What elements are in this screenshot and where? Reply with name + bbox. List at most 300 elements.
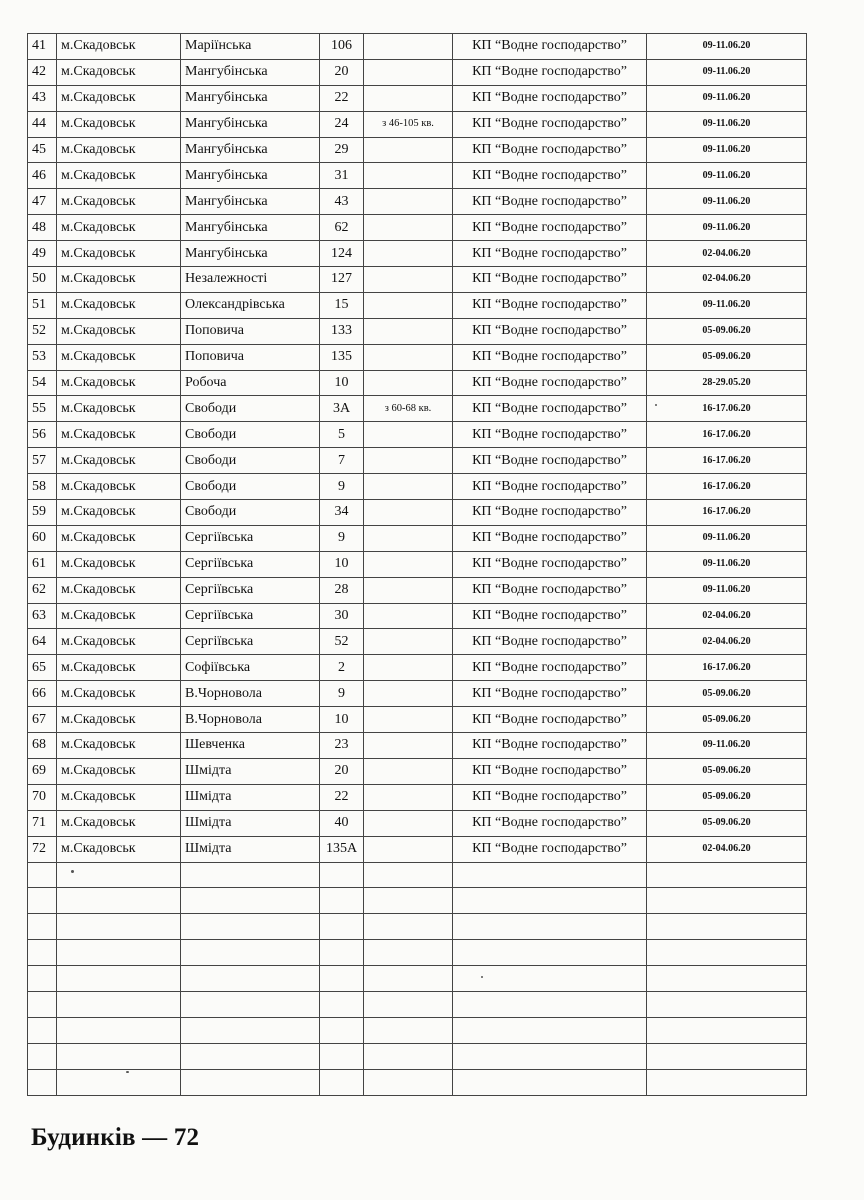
house-number-cell: 34 [320, 500, 364, 526]
street-cell: Мангубінська [181, 163, 320, 189]
street-cell: Сергіївська [181, 551, 320, 577]
table-row [28, 551, 807, 577]
empty-cell [364, 1043, 453, 1069]
outage-date-cell: 05-09.06.20 [647, 707, 807, 733]
city-cell: м.Скадовськ [57, 241, 181, 267]
empty-cell [320, 966, 364, 992]
city-cell: м.Скадовськ [57, 474, 181, 500]
street-cell: Незалежності [181, 267, 320, 293]
row-number: 41 [28, 34, 57, 60]
row-number: 68 [28, 733, 57, 759]
house-number-cell: 62 [320, 215, 364, 241]
row-number: 70 [28, 784, 57, 810]
organization-cell: КП “Водне господарство” [453, 784, 647, 810]
table-row [28, 681, 807, 707]
empty-cell [364, 862, 453, 888]
street-cell: Шевченка [181, 733, 320, 759]
table-row [28, 59, 807, 85]
row-number: 46 [28, 163, 57, 189]
row-number: 55 [28, 396, 57, 422]
apartments-note-cell [364, 655, 453, 681]
apartments-note-cell [364, 836, 453, 862]
row-number: 58 [28, 474, 57, 500]
outage-date-cell: 05-09.06.20 [647, 318, 807, 344]
street-cell: Мангубінська [181, 137, 320, 163]
empty-cell [181, 966, 320, 992]
city-cell: м.Скадовськ [57, 34, 181, 60]
table-row [28, 733, 807, 759]
apartments-note-cell [364, 215, 453, 241]
outage-date-cell: 16-17.06.20 [647, 396, 807, 422]
house-number-cell: 9 [320, 474, 364, 500]
house-number-cell: 52 [320, 629, 364, 655]
empty-cell [364, 1069, 453, 1095]
empty-cell [181, 914, 320, 940]
organization-cell: КП “Водне господарство” [453, 836, 647, 862]
city-cell: м.Скадовськ [57, 292, 181, 318]
apartments-note-cell [364, 85, 453, 111]
organization-cell: КП “Водне господарство” [453, 500, 647, 526]
city-cell: м.Скадовськ [57, 500, 181, 526]
house-number-cell: 43 [320, 189, 364, 215]
apartments-note-cell: з 60-68 кв. [364, 396, 453, 422]
street-cell: Сергіївська [181, 603, 320, 629]
empty-cell [181, 991, 320, 1017]
row-number: 52 [28, 318, 57, 344]
organization-cell: КП “Водне господарство” [453, 344, 647, 370]
house-number-cell: 40 [320, 810, 364, 836]
apartments-note-cell [364, 318, 453, 344]
house-number-cell: 3А [320, 396, 364, 422]
city-cell: м.Скадовськ [57, 707, 181, 733]
table-row [28, 137, 807, 163]
organization-cell: КП “Водне господарство” [453, 292, 647, 318]
table-row [28, 396, 807, 422]
outage-date-cell: 02-04.06.20 [647, 267, 807, 293]
house-number-cell: 22 [320, 85, 364, 111]
empty-cell [57, 940, 181, 966]
empty-cell [181, 1043, 320, 1069]
table-row [28, 422, 807, 448]
empty-cell [28, 1017, 57, 1043]
row-number: 61 [28, 551, 57, 577]
empty-cell [647, 914, 807, 940]
house-number-cell: 20 [320, 59, 364, 85]
empty-table-row [28, 1017, 807, 1043]
street-cell: Сергіївська [181, 525, 320, 551]
street-cell: Мангубінська [181, 111, 320, 137]
city-cell: м.Скадовськ [57, 215, 181, 241]
row-number: 43 [28, 85, 57, 111]
table-row [28, 34, 807, 60]
city-cell: м.Скадовськ [57, 448, 181, 474]
empty-table-row [28, 1043, 807, 1069]
apartments-note-cell [364, 629, 453, 655]
row-number: 56 [28, 422, 57, 448]
house-number-cell: 106 [320, 34, 364, 60]
empty-cell [57, 862, 181, 888]
house-number-cell: 22 [320, 784, 364, 810]
outage-date-cell: 09-11.06.20 [647, 137, 807, 163]
house-number-cell: 133 [320, 318, 364, 344]
city-cell: м.Скадовськ [57, 59, 181, 85]
house-number-cell: 9 [320, 681, 364, 707]
organization-cell: КП “Водне господарство” [453, 267, 647, 293]
apartments-note-cell [364, 733, 453, 759]
empty-cell [453, 888, 647, 914]
house-number-cell: 30 [320, 603, 364, 629]
street-cell: Шмідта [181, 758, 320, 784]
row-number: 64 [28, 629, 57, 655]
house-number-cell: 2 [320, 655, 364, 681]
empty-cell [453, 1043, 647, 1069]
organization-cell: КП “Водне господарство” [453, 396, 647, 422]
table-row [28, 810, 807, 836]
empty-cell [364, 966, 453, 992]
organization-cell: КП “Водне господарство” [453, 474, 647, 500]
house-number-cell: 124 [320, 241, 364, 267]
empty-cell [647, 940, 807, 966]
apartments-note-cell [364, 370, 453, 396]
house-number-cell: 5 [320, 422, 364, 448]
empty-cell [57, 1043, 181, 1069]
empty-cell [57, 1017, 181, 1043]
street-cell: Шмідта [181, 810, 320, 836]
empty-cell [364, 991, 453, 1017]
city-cell: м.Скадовськ [57, 85, 181, 111]
apartments-note-cell [364, 500, 453, 526]
street-cell: Мангубінська [181, 59, 320, 85]
house-number-cell: 28 [320, 577, 364, 603]
row-number: 72 [28, 836, 57, 862]
organization-cell: КП “Водне господарство” [453, 163, 647, 189]
organization-cell: КП “Водне господарство” [453, 448, 647, 474]
empty-cell [28, 940, 57, 966]
table-row [28, 474, 807, 500]
apartments-note-cell [364, 189, 453, 215]
empty-cell [57, 966, 181, 992]
row-number: 59 [28, 500, 57, 526]
house-number-cell: 10 [320, 370, 364, 396]
table-row [28, 241, 807, 267]
row-number: 47 [28, 189, 57, 215]
empty-cell [57, 888, 181, 914]
empty-cell [320, 1017, 364, 1043]
city-cell: м.Скадовськ [57, 396, 181, 422]
apartments-note-cell [364, 474, 453, 500]
outage-date-cell: 09-11.06.20 [647, 292, 807, 318]
scan-speck [655, 404, 657, 406]
city-cell: м.Скадовськ [57, 267, 181, 293]
empty-cell [320, 1043, 364, 1069]
row-number: 54 [28, 370, 57, 396]
outage-date-cell: 16-17.06.20 [647, 474, 807, 500]
house-number-cell: 24 [320, 111, 364, 137]
empty-cell [647, 1069, 807, 1095]
street-cell: Шмідта [181, 784, 320, 810]
house-number-cell: 135 [320, 344, 364, 370]
empty-cell [453, 914, 647, 940]
city-cell: м.Скадовськ [57, 758, 181, 784]
empty-cell [57, 1069, 181, 1095]
street-cell: В.Чорновола [181, 707, 320, 733]
street-cell: Олександрівська [181, 292, 320, 318]
empty-cell [181, 940, 320, 966]
table-row [28, 758, 807, 784]
empty-cell [28, 888, 57, 914]
empty-cell [28, 1069, 57, 1095]
apartments-note-cell [364, 267, 453, 293]
empty-table-row [28, 940, 807, 966]
table-row [28, 215, 807, 241]
organization-cell: КП “Водне господарство” [453, 733, 647, 759]
empty-cell [28, 862, 57, 888]
empty-cell [28, 991, 57, 1017]
organization-cell: КП “Водне господарство” [453, 59, 647, 85]
row-number: 49 [28, 241, 57, 267]
city-cell: м.Скадовськ [57, 733, 181, 759]
house-number-cell: 20 [320, 758, 364, 784]
house-number-cell: 9 [320, 525, 364, 551]
row-number: 62 [28, 577, 57, 603]
outage-date-cell: 09-11.06.20 [647, 59, 807, 85]
city-cell: м.Скадовськ [57, 836, 181, 862]
empty-cell [364, 888, 453, 914]
row-number: 50 [28, 267, 57, 293]
empty-table-row [28, 1069, 807, 1095]
empty-cell [453, 1017, 647, 1043]
empty-cell [364, 1017, 453, 1043]
empty-cell [57, 991, 181, 1017]
apartments-note-cell [364, 163, 453, 189]
outage-date-cell: 09-11.06.20 [647, 733, 807, 759]
organization-cell: КП “Водне господарство” [453, 758, 647, 784]
empty-cell [28, 1043, 57, 1069]
house-number-cell: 29 [320, 137, 364, 163]
outage-date-cell: 09-11.06.20 [647, 525, 807, 551]
street-cell: Свободи [181, 500, 320, 526]
city-cell: м.Скадовськ [57, 163, 181, 189]
organization-cell: КП “Водне господарство” [453, 603, 647, 629]
street-cell: Свободи [181, 448, 320, 474]
city-cell: м.Скадовськ [57, 344, 181, 370]
empty-table-row [28, 914, 807, 940]
empty-cell [320, 1069, 364, 1095]
row-number: 67 [28, 707, 57, 733]
apartments-note-cell [364, 784, 453, 810]
table-row [28, 163, 807, 189]
street-cell: Свободи [181, 422, 320, 448]
house-number-cell: 10 [320, 707, 364, 733]
apartments-note-cell [364, 344, 453, 370]
city-cell: м.Скадовськ [57, 111, 181, 137]
outage-schedule-table [27, 33, 807, 1096]
outage-date-cell: 02-04.06.20 [647, 241, 807, 267]
empty-cell [320, 940, 364, 966]
empty-cell [57, 914, 181, 940]
outage-date-cell: 16-17.06.20 [647, 422, 807, 448]
apartments-note-cell [364, 59, 453, 85]
city-cell: м.Скадовськ [57, 370, 181, 396]
organization-cell: КП “Водне господарство” [453, 655, 647, 681]
empty-cell [647, 888, 807, 914]
house-count-total: Будинків — 72 [31, 1124, 200, 1151]
organization-cell: КП “Водне господарство” [453, 551, 647, 577]
table-row [28, 836, 807, 862]
empty-table-row [28, 888, 807, 914]
empty-cell [453, 862, 647, 888]
apartments-note-cell [364, 137, 453, 163]
organization-cell: КП “Водне господарство” [453, 241, 647, 267]
street-cell: Сергіївська [181, 629, 320, 655]
outage-date-cell: 09-11.06.20 [647, 163, 807, 189]
table-row [28, 603, 807, 629]
empty-cell [647, 1017, 807, 1043]
outage-date-cell: 09-11.06.20 [647, 189, 807, 215]
empty-cell [453, 966, 647, 992]
apartments-note-cell: з 46-105 кв. [364, 111, 453, 137]
row-number: 71 [28, 810, 57, 836]
house-number-cell: 23 [320, 733, 364, 759]
outage-date-cell: 02-04.06.20 [647, 836, 807, 862]
apartments-note-cell [364, 577, 453, 603]
city-cell: м.Скадовськ [57, 422, 181, 448]
outage-date-cell: 16-17.06.20 [647, 500, 807, 526]
apartments-note-cell [364, 292, 453, 318]
apartments-note-cell [364, 448, 453, 474]
house-number-cell: 15 [320, 292, 364, 318]
organization-cell: КП “Водне господарство” [453, 577, 647, 603]
city-cell: м.Скадовськ [57, 318, 181, 344]
house-number-cell: 7 [320, 448, 364, 474]
house-number-cell: 10 [320, 551, 364, 577]
outage-date-cell: 16-17.06.20 [647, 655, 807, 681]
outage-date-cell: 05-09.06.20 [647, 784, 807, 810]
organization-cell: КП “Водне господарство” [453, 189, 647, 215]
apartments-note-cell [364, 34, 453, 60]
apartments-note-cell [364, 525, 453, 551]
outage-date-cell: 09-11.06.20 [647, 85, 807, 111]
empty-cell [181, 1017, 320, 1043]
outage-date-cell: 02-04.06.20 [647, 629, 807, 655]
apartments-note-cell [364, 422, 453, 448]
organization-cell: КП “Водне господарство” [453, 422, 647, 448]
table-row [28, 267, 807, 293]
table-row [28, 500, 807, 526]
empty-table-row [28, 966, 807, 992]
empty-cell [364, 914, 453, 940]
street-cell: Маріїнська [181, 34, 320, 60]
outage-date-cell: 05-09.06.20 [647, 344, 807, 370]
street-cell: Софіївська [181, 655, 320, 681]
row-number: 66 [28, 681, 57, 707]
scan-speck [126, 1071, 129, 1073]
apartments-note-cell [364, 810, 453, 836]
table-row [28, 784, 807, 810]
house-number-cell: 31 [320, 163, 364, 189]
street-cell: Поповича [181, 344, 320, 370]
city-cell: м.Скадовськ [57, 525, 181, 551]
empty-cell [181, 862, 320, 888]
row-number: 69 [28, 758, 57, 784]
table-row [28, 448, 807, 474]
empty-cell [453, 991, 647, 1017]
apartments-note-cell [364, 551, 453, 577]
organization-cell: КП “Водне господарство” [453, 707, 647, 733]
row-number: 48 [28, 215, 57, 241]
organization-cell: КП “Водне господарство” [453, 629, 647, 655]
organization-cell: КП “Водне господарство” [453, 85, 647, 111]
outage-date-cell: 09-11.06.20 [647, 577, 807, 603]
empty-cell [320, 991, 364, 1017]
empty-cell [320, 914, 364, 940]
street-cell: Свободи [181, 474, 320, 500]
table-row [28, 344, 807, 370]
row-number: 42 [28, 59, 57, 85]
street-cell: Сергіївська [181, 577, 320, 603]
table-row [28, 629, 807, 655]
apartments-note-cell [364, 681, 453, 707]
city-cell: м.Скадовськ [57, 137, 181, 163]
empty-cell [647, 966, 807, 992]
street-cell: Поповича [181, 318, 320, 344]
row-number: 57 [28, 448, 57, 474]
outage-date-cell: 05-09.06.20 [647, 758, 807, 784]
empty-cell [647, 991, 807, 1017]
apartments-note-cell [364, 241, 453, 267]
organization-cell: КП “Водне господарство” [453, 111, 647, 137]
street-cell: Шмідта [181, 836, 320, 862]
row-number: 44 [28, 111, 57, 137]
table-row [28, 655, 807, 681]
organization-cell: КП “Водне господарство” [453, 34, 647, 60]
apartments-note-cell [364, 603, 453, 629]
empty-cell [364, 940, 453, 966]
row-number: 51 [28, 292, 57, 318]
street-cell: Мангубінська [181, 189, 320, 215]
empty-cell [453, 940, 647, 966]
city-cell: м.Скадовськ [57, 577, 181, 603]
empty-cell [181, 1069, 320, 1095]
empty-cell [28, 914, 57, 940]
city-cell: м.Скадовськ [57, 603, 181, 629]
house-number-cell: 127 [320, 267, 364, 293]
table-row [28, 370, 807, 396]
row-number: 65 [28, 655, 57, 681]
empty-cell [28, 966, 57, 992]
organization-cell: КП “Водне господарство” [453, 318, 647, 344]
organization-cell: КП “Водне господарство” [453, 215, 647, 241]
apartments-note-cell [364, 707, 453, 733]
street-cell: Робоча [181, 370, 320, 396]
empty-table-row [28, 862, 807, 888]
table-body [28, 34, 807, 1096]
scan-speck [481, 976, 483, 978]
apartments-note-cell [364, 758, 453, 784]
outage-date-cell: 09-11.06.20 [647, 215, 807, 241]
outage-date-cell: 05-09.06.20 [647, 810, 807, 836]
city-cell: м.Скадовськ [57, 681, 181, 707]
outage-date-cell: 05-09.06.20 [647, 681, 807, 707]
street-cell: Мангубінська [181, 85, 320, 111]
table-row [28, 85, 807, 111]
table-row [28, 707, 807, 733]
table-row [28, 525, 807, 551]
street-cell: Мангубінська [181, 241, 320, 267]
city-cell: м.Скадовськ [57, 810, 181, 836]
row-number: 45 [28, 137, 57, 163]
street-cell: Мангубінська [181, 215, 320, 241]
